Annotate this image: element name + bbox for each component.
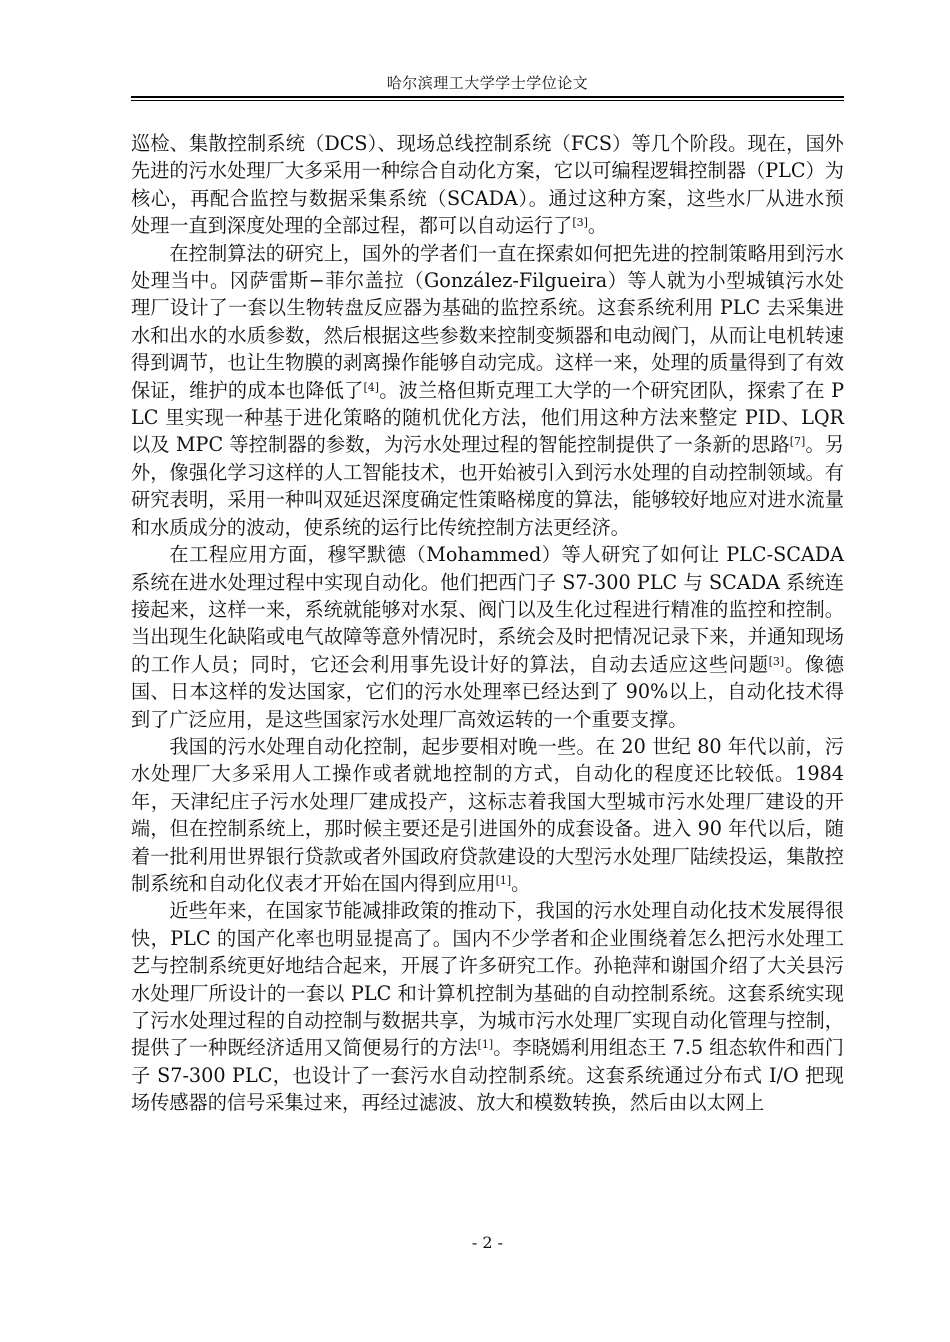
running-header: 哈尔滨理工大学学士学位论文 — [386, 74, 589, 92]
text-run: 巡检、集散控制系统（DCS）、现场总线控制系统（FCS）等几个阶段。现在，国外先进的污水处理厂大多采用一种综合自动化方案，它以可编程逻辑控制器（PLC）为核心，再配合监控与数据采集系统（SCADA）。通过这种方案，这些水厂从进水预处理一直到深度处理的全部过程，都可以自动运行了 — [131, 132, 844, 238]
text-run: 我国的污水处理自动化控制，起步要相对晚一些。在 20 世纪 80 年代以前，污水处理厂大多采用人工操作或者就地控制的方式，自动化的程度还比较低。1984 年，天津纪庄子污水处理厂建成投产，这标志着我国大型城市污水处理厂建设的开端，但在控制系统上，那时候主要还是引进国外的成套设备。进入 90 年代以后，随着一批利用世界银行贷款或者外国政府贷款建设的大型污水处理厂陆续投运，集散控制系统和自动化仪表才开始在国内得到应用 — [131, 734, 844, 895]
text-run: 。李晓嫣利用组态王 7.5 组态软件和西门子 S7-300 PLC，也设计了一套污水自动控制系统。这套系统通过分布式 I/O 把现场传感器的信号采集过来，再经过滤波、放大和模数转换，然后由以太网上 — [131, 1036, 844, 1115]
text-run: 。像德国、日本这样的发达国家，它们的污水处理率已经达到了 90%以上，自动化技术得到了广泛应用，是这些国家污水处理厂高效运转的一个重要支撑。 — [131, 652, 845, 731]
paragraph-2 — [131, 240, 844, 541]
citation-ref: [4] — [363, 380, 380, 394]
text-run: 在控制算法的研究上，国外的学者们一直在探索如何把先进的控制策略用到污水处理当中。冈萨雷斯−菲尔盖拉（González-Filgueira）等人就为小型城镇污水处理厂设计了一套以生物转盘反应器为基础的监控系统。这套系统利用 PLC 去采集进水和出水的水质参数，然后根据这些参数来控制变频器和电动阀门，从而让电机转速得到调节，也让生物膜的剥离操作能够自动完成。这样一来，处理的质量得到了有效保证，维护的成本也降低了 — [131, 241, 844, 402]
paragraph-3 — [131, 541, 844, 733]
text-run: 在工程应用方面，穆罕默德（Mohammed）等人研究了如何让 PLC-SCADA 系统在进水处理过程中实现自动化。他们把西门子 S7-300 PLC 与 SCADA 系统连接起来，这样一来，系统就能够对水泵、阀门以及生化过程进行精准的监控和控制。当出现生化缺陷或电气故障等意外情况时，系统会及时把情况记录下来，并通知现场的工作人员；同时，它还会利用事先设计好的算法，自动去适应这些问题 — [131, 543, 844, 676]
paragraph-1 — [131, 130, 844, 240]
text-run: 。 — [511, 871, 531, 895]
citation-ref: [7] — [789, 435, 806, 449]
citation-ref: [1] — [495, 873, 512, 887]
citation-ref: [3] — [572, 216, 588, 230]
body-text — [131, 130, 844, 1117]
text-run: 。波兰格但斯克理工大学的一个研究团队，探索了在 PLC 里实现一种基于进化策略的随机优化方法，他们用这种方法来整定 PID、LQR 以及 MPC 等控制器的参数，为污水处理过程的智能控制提供了一条新的思路 — [131, 378, 844, 457]
citation-ref: [3] — [768, 654, 785, 668]
header-rule-thick — [131, 96, 844, 98]
text-run: 近些年来，在国家节能减排政策的推动下，我国的污水处理自动化技术发展得很快，PLC 的国产化率也明显提高了。国内不少学者和企业围绕着怎么把污水处理工艺与控制系统更好地结合起来，开展了许多研究工作。孙艳萍和谢国介绍了大关县污水处理厂所设计的一套以 PLC 和计算机控制为基础的自动控制系统。这套系统实现了污水处理过程的自动控制与数据共享，为城市污水处理厂实现自动化管理与控制，提供了一种既经济适用又简便易行的方法 — [131, 899, 844, 1060]
page-number: - 2 - — [471, 1233, 504, 1252]
paragraph-5 — [131, 897, 844, 1116]
header-rule-thin — [131, 100, 844, 101]
text-run: 。 — [587, 214, 608, 238]
text-run: 。另外，像强化学习这样的人工智能技术，也开始被引入到污水处理的自动控制领域。有研究表明，采用一种叫双延迟深度确定性策略梯度的算法，能够较好地应对进水流量和水质成分的波动，使系统的运行比传统控制方法更经济。 — [131, 433, 845, 539]
paragraph-4 — [131, 733, 844, 897]
citation-ref: [1] — [477, 1038, 494, 1052]
